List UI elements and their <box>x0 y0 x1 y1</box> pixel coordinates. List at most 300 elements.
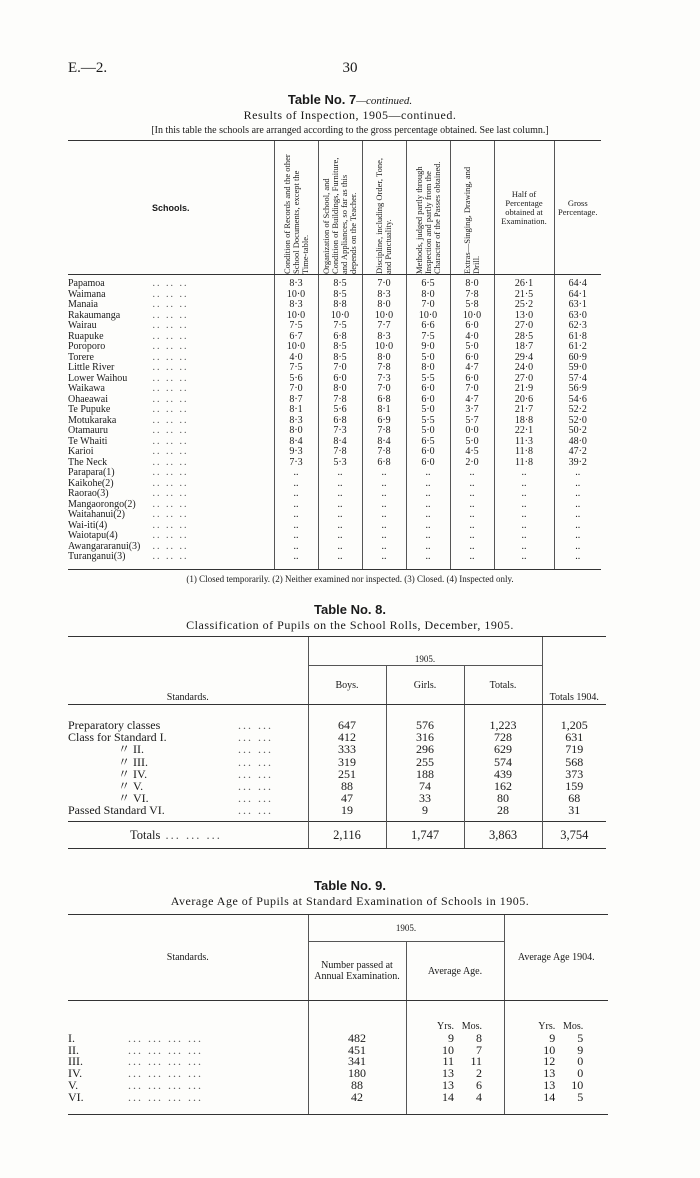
value-cell: 316 <box>386 731 464 743</box>
value-cell: 7·5 <box>274 363 318 374</box>
leader-dots: .. .. .. <box>148 372 189 384</box>
value-cell: .. <box>450 500 494 511</box>
value-cell: 7·0 <box>362 275 406 290</box>
value-cell: 629 <box>464 743 542 755</box>
value-cell: 10·0 <box>274 290 318 301</box>
age-cell <box>504 1068 608 1080</box>
value-cell: 18·7 <box>494 342 554 353</box>
value-cell: .. <box>554 521 601 532</box>
table-row <box>68 743 606 755</box>
table-row <box>68 756 606 768</box>
table-row <box>68 552 601 569</box>
value-cell: .. <box>318 500 362 511</box>
leader-dots: .. .. .. <box>148 404 189 415</box>
value-cell: 8·3 <box>274 300 318 311</box>
value-cell: 68 <box>542 792 606 804</box>
value-cell: 6·7 <box>274 332 318 343</box>
age-months: 7 <box>476 1042 482 1057</box>
value-cell: 159 <box>542 780 606 792</box>
value-cell: .. <box>450 521 494 532</box>
school-name: Ruapuke <box>68 330 104 342</box>
leader-dots: .. .. .. <box>148 456 189 468</box>
age-years: 10 <box>442 1042 454 1057</box>
value-cell: 88 <box>308 1080 406 1092</box>
school-name: Te Whaiti <box>68 435 108 447</box>
value-cell: 8·3 <box>362 332 406 343</box>
value-cell: .. <box>274 510 318 521</box>
table8 <box>68 636 606 849</box>
value-cell: 7·0 <box>450 384 494 395</box>
t8-head-totals: Totals. <box>464 666 542 705</box>
value-cell: 88 <box>308 780 386 792</box>
t7-head-c1-text: Condition of Records and the other School Documents, except the Time-table. <box>281 154 310 274</box>
value-cell: 50·2 <box>554 426 601 437</box>
table7-title-text: Table No. 7 <box>287 92 357 107</box>
value-cell: 631 <box>542 731 606 743</box>
value-cell: 6·8 <box>362 458 406 469</box>
table9 <box>68 914 608 1115</box>
value-cell: 728 <box>464 731 542 743</box>
leader-dots: ... ... ... <box>160 827 222 842</box>
value-cell: 4·7 <box>450 395 494 406</box>
standard-label: 〃 IV. <box>118 766 148 781</box>
value-cell: 64·4 <box>554 275 601 290</box>
school-name: The Neck <box>68 456 108 468</box>
value-cell: 21·7 <box>494 405 554 416</box>
t7-head-c3 <box>362 141 406 275</box>
value-cell: 48·0 <box>554 437 601 448</box>
school-cell <box>68 552 274 569</box>
blank-cell <box>308 1001 406 1033</box>
value-cell: 5·7 <box>450 416 494 427</box>
leader-dots: ... ... <box>238 779 273 794</box>
value-cell: .. <box>494 552 554 569</box>
value-cell: 7·8 <box>362 447 406 458</box>
value-cell: .. <box>362 542 406 553</box>
value-cell: .. <box>362 479 406 490</box>
value-cell: 56·9 <box>554 384 601 395</box>
leader-dots: .. .. .. <box>148 477 189 489</box>
t8-head-year: 1905. <box>308 637 542 666</box>
value-cell: 7·8 <box>450 290 494 301</box>
age-cell <box>406 1077 504 1092</box>
value-cell: .. <box>318 521 362 532</box>
school-name: Waitahanui(2) <box>68 509 125 520</box>
value-cell: .. <box>554 542 601 553</box>
age-years: 13 <box>442 1066 454 1081</box>
school-name: Poroporo <box>68 341 106 352</box>
value-cell: 52·2 <box>554 405 601 416</box>
value-cell: 8·4 <box>362 437 406 448</box>
age-pair <box>428 1030 482 1045</box>
leader-dots: ... ... ... ... <box>128 1089 203 1104</box>
value-cell: 11·3 <box>494 437 554 448</box>
value-cell: .. <box>554 468 601 479</box>
value-cell: .. <box>494 521 554 532</box>
value-cell: 8·7 <box>274 395 318 406</box>
age-years: 14 <box>543 1089 556 1104</box>
page-reference: E.—2. <box>68 60 108 76</box>
leader-dots: .. .. .. <box>148 488 189 499</box>
age-years: 13 <box>543 1077 556 1092</box>
age-pair <box>529 1056 583 1068</box>
value-cell: 412 <box>308 731 386 743</box>
value-cell: 719 <box>542 743 606 755</box>
leader-dots: ... ... <box>238 803 273 818</box>
value-cell: 7·0 <box>406 300 450 311</box>
value-cell: .. <box>362 521 406 532</box>
age-cell <box>504 1042 608 1057</box>
t9-head-avg: Average Age. <box>406 942 504 1001</box>
value-cell: .. <box>318 489 362 500</box>
value-cell: 8·1 <box>274 405 318 416</box>
school-name: Parapara(1) <box>68 467 115 478</box>
value-cell: 8·5 <box>318 342 362 353</box>
school-name: Lower Waihou <box>68 372 128 384</box>
school-name: Karioi <box>68 446 94 457</box>
value-cell: .. <box>274 531 318 542</box>
school-name: Waikawa <box>68 383 105 394</box>
standard-label: 〃 III. <box>118 754 148 769</box>
value-cell: 18·8 <box>494 416 554 427</box>
t9-head-avg1904: Average Age 1904. <box>504 915 608 1001</box>
value-cell: 482 <box>308 1033 406 1045</box>
leader-dots: .. .. .. <box>148 509 189 520</box>
t7-head-c5-text: Extras—Singing, Drawing, and Drill. <box>462 166 481 274</box>
value-cell: 21·9 <box>494 384 554 395</box>
value-cell: 24·0 <box>494 363 554 374</box>
units-pair <box>428 1021 482 1033</box>
age-months: 6 <box>476 1077 482 1092</box>
value-cell: 5·8 <box>450 300 494 311</box>
value-cell: 6·0 <box>450 321 494 332</box>
standard-label: 〃 VI. <box>118 791 149 806</box>
school-name: Te Pupuke <box>68 404 111 415</box>
standard-label: 〃 V. <box>118 779 144 794</box>
leader-dots: ... ... <box>238 754 273 769</box>
value-cell: 1,205 <box>542 705 606 732</box>
school-name: Turanganui(3) <box>68 551 126 562</box>
value-cell: 1,223 <box>464 705 542 732</box>
age-years: 11 <box>442 1054 454 1069</box>
t8-head-girls: Girls. <box>386 666 464 705</box>
value-cell: 8·5 <box>318 353 362 364</box>
value-cell: 7·5 <box>318 321 362 332</box>
leader-dots: .. .. .. <box>148 519 189 531</box>
value-cell: 6·0 <box>406 384 450 395</box>
value-cell: 11·8 <box>494 447 554 458</box>
t7-head-c4 <box>406 141 450 275</box>
school-name: Manaia <box>68 299 98 310</box>
value-cell: 4·7 <box>450 363 494 374</box>
value-cell: 6·6 <box>406 321 450 332</box>
value-cell: 42 <box>308 1092 406 1114</box>
value-cell: 7·3 <box>362 374 406 385</box>
age-years: 13 <box>442 1077 454 1092</box>
value-cell: .. <box>494 479 554 490</box>
school-name: Little River <box>68 362 115 373</box>
table7-footnote: (1) Closed temporarily. (2) Neither examined nor inspected. (3) Closed. (4) Inspected only. <box>186 574 514 584</box>
value-cell: .. <box>406 479 450 490</box>
value-cell: 7·8 <box>318 395 362 406</box>
value-cell: 3,863 <box>464 821 542 848</box>
table7-title-suffix: —continued. <box>356 95 413 107</box>
value-cell: 9·3 <box>274 447 318 458</box>
value-cell: 9·0 <box>406 342 450 353</box>
value-cell: .. <box>494 500 554 511</box>
standard-label: III. <box>68 1054 83 1069</box>
value-cell: 29·4 <box>494 353 554 364</box>
value-cell: .. <box>274 468 318 479</box>
value-cell: .. <box>318 479 362 490</box>
age-cell <box>406 1042 504 1057</box>
value-cell: 4·5 <box>450 447 494 458</box>
value-cell: 26·1 <box>494 275 554 290</box>
value-cell: 8·1 <box>362 405 406 416</box>
value-cell: 27·0 <box>494 374 554 385</box>
value-cell: 61·2 <box>554 342 601 353</box>
value-cell: .. <box>494 531 554 542</box>
value-cell: 7·7 <box>362 321 406 332</box>
standard-label: Preparatory classes <box>68 718 161 732</box>
value-cell: .. <box>406 500 450 511</box>
value-cell: .. <box>362 489 406 500</box>
table-row <box>68 1092 608 1114</box>
t7-head-gross <box>554 141 601 275</box>
age-months: 0 <box>577 1054 584 1069</box>
table7-note: [In this table the schools are arranged according to the gross percentage obtained. See last column.] <box>151 125 549 136</box>
value-cell: 6·0 <box>406 458 450 469</box>
age-pair <box>428 1089 482 1104</box>
value-cell: 3·7 <box>450 405 494 416</box>
leader-dots: ... ... <box>238 791 273 806</box>
value-cell: 8·8 <box>318 300 362 311</box>
standard-label: Class for Standard I. <box>68 730 167 745</box>
value-cell: 5·0 <box>450 437 494 448</box>
t7-head-schools-text: Schools. <box>151 202 190 213</box>
value-cell: .. <box>274 479 318 490</box>
age-years: 10 <box>543 1042 556 1057</box>
school-name: Rakaumanga <box>68 309 121 321</box>
value-cell: .. <box>494 468 554 479</box>
t7-head-c4-text: Methods, judged partly through Inspection and partly from the Character of the Passes obtained. <box>413 161 442 274</box>
value-cell: .. <box>362 468 406 479</box>
value-cell: .. <box>318 468 362 479</box>
table-row <box>68 768 606 780</box>
standard-label: V. <box>68 1077 79 1092</box>
value-cell: .. <box>318 510 362 521</box>
value-cell: 8·5 <box>318 290 362 301</box>
value-cell: .. <box>318 531 362 542</box>
standard-label: IV. <box>68 1066 83 1081</box>
value-cell: 8·3 <box>274 416 318 427</box>
value-cell: 8·4 <box>318 437 362 448</box>
value-cell: 6·0 <box>406 447 450 458</box>
value-cell: 3,754 <box>542 821 606 848</box>
t7-head-c2 <box>318 141 362 275</box>
age-months: 5 <box>577 1089 584 1104</box>
value-cell: .. <box>406 542 450 553</box>
value-cell: .. <box>406 552 450 569</box>
leader-dots: .. .. .. <box>148 425 189 436</box>
age-pair <box>529 1077 584 1092</box>
value-cell: .. <box>406 468 450 479</box>
table9-subtitle: Average Age of Pupils at Standard Examination of Schools in 1905. <box>170 894 530 908</box>
value-cell: 574 <box>464 756 542 768</box>
value-cell: 576 <box>386 705 464 732</box>
age-pair <box>529 1042 584 1057</box>
table7-subtitle: Results of Inspection, 1905—continued. <box>243 108 457 122</box>
value-cell: 57·4 <box>554 374 601 385</box>
standard-cell <box>68 705 308 732</box>
value-cell: .. <box>494 510 554 521</box>
leader-dots: .. .. .. <box>148 351 189 363</box>
leader-dots: ... ... ... ... <box>128 1042 203 1057</box>
value-cell: 7·5 <box>406 332 450 343</box>
value-cell: .. <box>406 510 450 521</box>
school-name: Waimana <box>68 288 106 300</box>
value-cell: 20·6 <box>494 395 554 406</box>
value-cell: 19 <box>308 804 386 821</box>
value-cell: .. <box>274 542 318 553</box>
value-cell: 8·0 <box>362 353 406 364</box>
value-cell: 5·6 <box>274 374 318 385</box>
value-cell: .. <box>494 489 554 500</box>
value-cell: 4·0 <box>450 332 494 343</box>
value-cell: 8·0 <box>406 290 450 301</box>
age-months: 9 <box>577 1042 584 1057</box>
value-cell: 6·8 <box>362 395 406 406</box>
value-cell: 10·0 <box>362 342 406 353</box>
value-cell: 333 <box>308 743 386 755</box>
leader-dots: .. .. .. <box>148 299 189 310</box>
value-cell: 7·0 <box>274 384 318 395</box>
age-cell <box>406 1068 504 1080</box>
units-cell <box>504 1001 608 1033</box>
value-cell: .. <box>450 510 494 521</box>
age-months: 0 <box>577 1066 584 1081</box>
t8-head-totals1904: Totals 1904. <box>542 637 606 705</box>
school-name: Waiotapu(4) <box>68 530 118 541</box>
standard-label: I. <box>68 1030 75 1045</box>
t7-head-c2-text: Organization of School, and Condition of Buildings, Furniture, and Appliances, so far as this depends on the Teacher. <box>321 157 358 274</box>
school-name: Wai-iti(4) <box>68 519 108 531</box>
table-row <box>68 780 606 792</box>
value-cell: 27·0 <box>494 321 554 332</box>
t7-head-c3-text: Discipline, including Order, Tone, and Punctuality. <box>374 158 393 274</box>
value-cell: 647 <box>308 705 386 732</box>
value-cell: .. <box>494 542 554 553</box>
value-cell: 47 <box>308 792 386 804</box>
leader-dots: .. .. .. <box>148 435 189 447</box>
standard-cell <box>68 804 308 821</box>
t7-head-schools <box>68 141 274 275</box>
value-cell: 28·5 <box>494 332 554 343</box>
t9-head-year: 1905. <box>308 915 504 942</box>
value-cell: .. <box>274 489 318 500</box>
value-cell: 4·0 <box>274 353 318 364</box>
value-cell: .. <box>406 531 450 542</box>
table-row <box>68 731 606 743</box>
school-name: Awangararanui(3) <box>68 540 141 552</box>
value-cell: 63·0 <box>554 311 601 322</box>
value-cell: 10·0 <box>450 311 494 322</box>
leader-dots: ... ... ... ... <box>128 1054 203 1069</box>
leader-dots: ... ... <box>238 730 273 745</box>
leader-dots: .. .. .. <box>148 288 189 300</box>
leader-dots: .. .. .. <box>148 551 189 562</box>
standard-label: II. <box>68 1042 79 1057</box>
unit-yrs: Yrs. <box>437 1021 454 1032</box>
value-cell: 63·1 <box>554 300 601 311</box>
value-cell: .. <box>406 489 450 500</box>
totals-label-cell <box>68 821 308 848</box>
value-cell: .. <box>554 531 601 542</box>
value-cell: 296 <box>386 743 464 755</box>
standard-label: VI. <box>68 1089 84 1104</box>
age-cell <box>406 1089 504 1114</box>
value-cell: 10·0 <box>406 311 450 322</box>
value-cell: 162 <box>464 780 542 792</box>
units-pair <box>529 1021 583 1033</box>
value-cell: 64·1 <box>554 290 601 301</box>
value-cell: 8·0 <box>450 275 494 290</box>
value-cell: 21·5 <box>494 290 554 301</box>
leader-dots: .. .. .. <box>148 341 189 352</box>
value-cell: 341 <box>308 1056 406 1068</box>
leader-dots: .. .. .. <box>148 530 189 541</box>
value-cell: 25·2 <box>494 300 554 311</box>
value-cell: 373 <box>542 768 606 780</box>
age-cell <box>504 1056 608 1068</box>
value-cell: 6·0 <box>406 395 450 406</box>
value-cell: 10·0 <box>318 311 362 322</box>
value-cell: 31 <box>542 804 606 821</box>
value-cell: 60·9 <box>554 353 601 364</box>
school-name: Torere <box>68 351 94 363</box>
school-name: Ohaeawai <box>68 393 108 405</box>
value-cell: 8·0 <box>362 300 406 311</box>
value-cell: 8·3 <box>274 275 318 290</box>
table7 <box>68 140 601 570</box>
standard-label: Passed Standard VI. <box>68 803 165 818</box>
t8-head-standards: Standards. <box>68 637 308 705</box>
value-cell: 451 <box>308 1045 406 1057</box>
value-cell: 7·3 <box>274 458 318 469</box>
value-cell: 0·0 <box>450 426 494 437</box>
value-cell: 2,116 <box>308 821 386 848</box>
leader-dots: .. .. .. <box>148 498 189 510</box>
age-pair <box>529 1089 584 1104</box>
t9-head-standards: Standards. <box>68 915 308 1001</box>
leader-dots: ... ... <box>238 766 273 781</box>
value-cell: 6·0 <box>450 353 494 364</box>
value-cell: 10·0 <box>362 311 406 322</box>
table8-subtitle: Classification of Pupils on the School Rolls, December, 1905. <box>186 618 514 632</box>
age-months: 10 <box>571 1077 584 1092</box>
table7-title <box>0 92 700 107</box>
value-cell: 13·0 <box>494 311 554 322</box>
age-cell <box>504 1077 608 1092</box>
value-cell: 11·8 <box>494 458 554 469</box>
leader-dots: .. .. .. <box>148 446 189 457</box>
leader-dots: ... ... ... ... <box>128 1077 203 1092</box>
t7-head-gross-text: Gross Percentage. <box>558 197 598 217</box>
value-cell: .. <box>554 552 601 569</box>
value-cell: 5·3 <box>318 458 362 469</box>
value-cell: .. <box>362 552 406 569</box>
value-cell: 80 <box>464 792 542 804</box>
